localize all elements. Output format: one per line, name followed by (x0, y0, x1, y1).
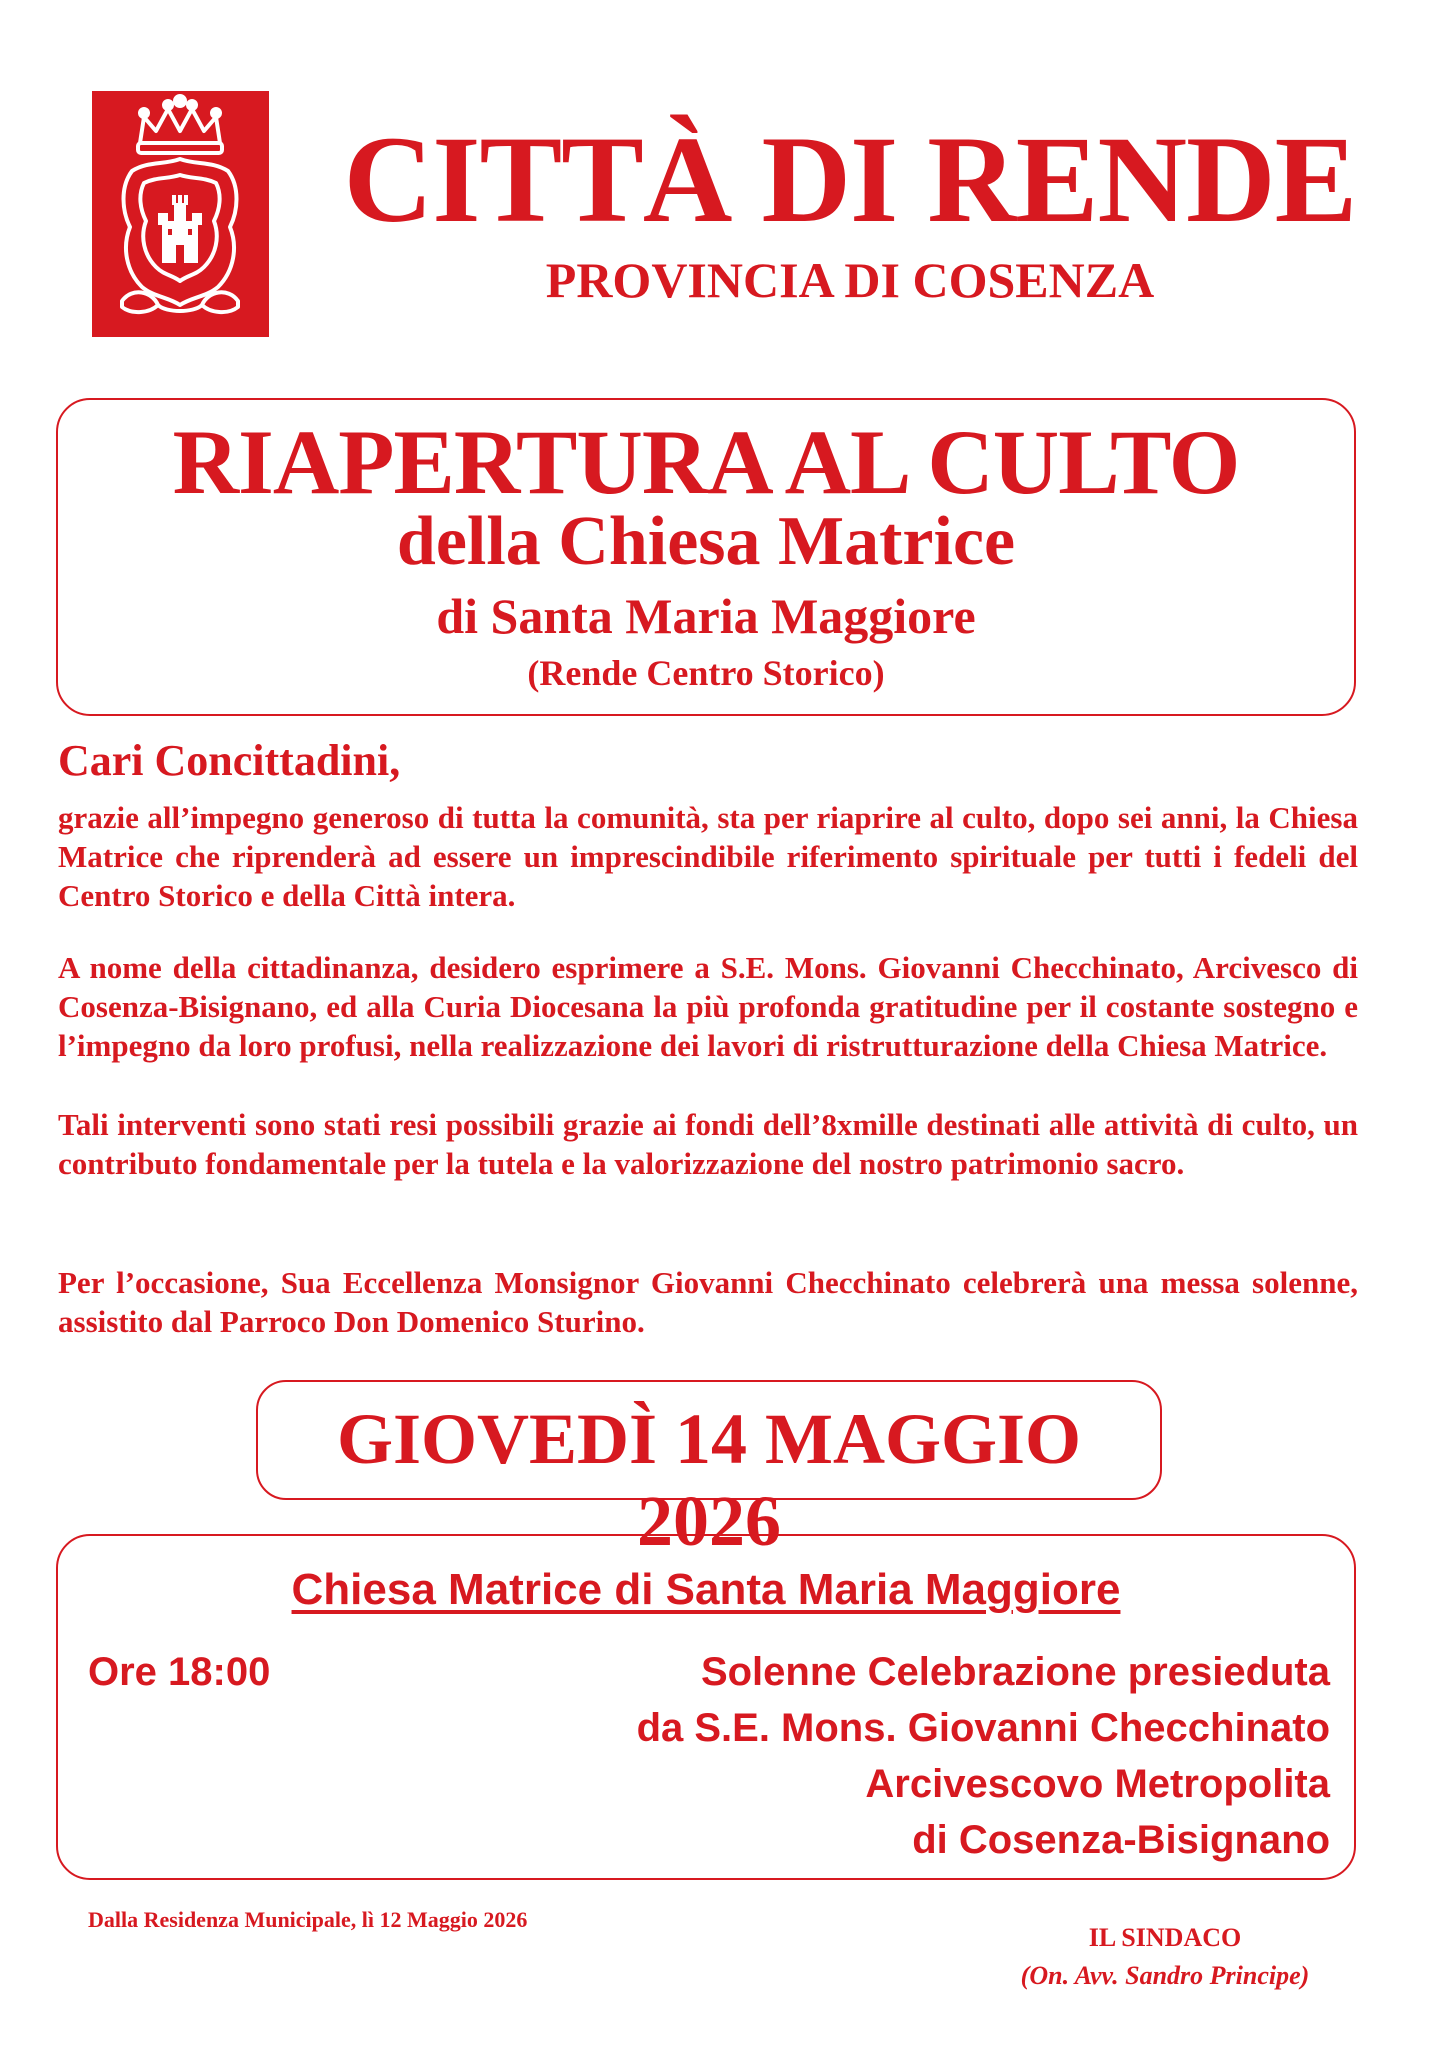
event-place: Chiesa Matrice di Santa Maria Maggiore (291, 1565, 1121, 1614)
announcement-location: (Rende Centro Storico) (527, 653, 885, 693)
signatory-title: IL SINDACO (1088, 1923, 1242, 1952)
date-box (256, 1380, 1162, 1561)
letter-paragraph: A nome della cittadinanza, desidero esprimere a S.E. Mons. Giovanni Checchinato, Arcivesco di Cosenza-Bisignano, ed alla Curia Diocesana la più profonda gratitudine per il costante sostegno e l’impegno da loro profusi, nella realizzazione dei lavori di ristrutturazione della Chiesa Matrice. (58, 950, 1358, 1063)
letter-paragraph: grazie all’impegno generoso di tutta la comunità, sta per riaprire al culto, dopo sei anni, la Chiesa Matrice che riprenderà ad essere un imprescindibile riferimento spirituale per tutti i fedeli del Centro Storico e della Città intera. (58, 800, 1358, 913)
event-description-line: Arcivescovo Metropolita (865, 1762, 1330, 1806)
city-coat-of-arms-icon (92, 91, 269, 337)
event-description-line: da S.E. Mons. Giovanni Checchinato (636, 1706, 1330, 1750)
event-description-line: Solenne Celebrazione presieduta (700, 1650, 1330, 1694)
issue-place-date: Dalla Residenza Municipale, lì 12 Maggio 2026 (88, 1907, 528, 1932)
announcement-church: della Chiesa Matrice (396, 503, 1016, 580)
announcement-church-name: di Santa Maria Maggiore (436, 588, 976, 644)
event-box (56, 1534, 1356, 1880)
event-description-line: di Cosenza-Bisignano (912, 1818, 1330, 1862)
announcement-headline: RIAPERTURA AL CULTO (172, 411, 1240, 513)
letter-paragraph: Per l’occasione, Sua Eccellenza Monsignor Giovanni Checchinato celebrerà una messa solenne, assistito dal Parroco Don Domenico Sturino. (58, 1265, 1358, 1339)
letter-salutation: Cari Concittadini, (58, 736, 401, 785)
city-title: CITTÀ DI RENDE (343, 111, 1357, 248)
signatory-name: (On. Avv. Sandro Principe) (1020, 1961, 1310, 1990)
announcement-box (56, 398, 1356, 716)
province-subtitle: PROVINCIA DI COSENZA (545, 252, 1155, 308)
event-time: Ore 18:00 (88, 1650, 271, 1694)
letter-paragraph: Tali interventi sono stati resi possibili grazie ai fondi dell’8xmille destinati alle attività di culto, un contributo fondamentale per la tutela e la valorizzazione del nostro patrimonio sacro. (58, 1107, 1358, 1181)
event-date: GIOVEDÌ 14 MAGGIO 2026 (336, 1399, 1082, 1561)
